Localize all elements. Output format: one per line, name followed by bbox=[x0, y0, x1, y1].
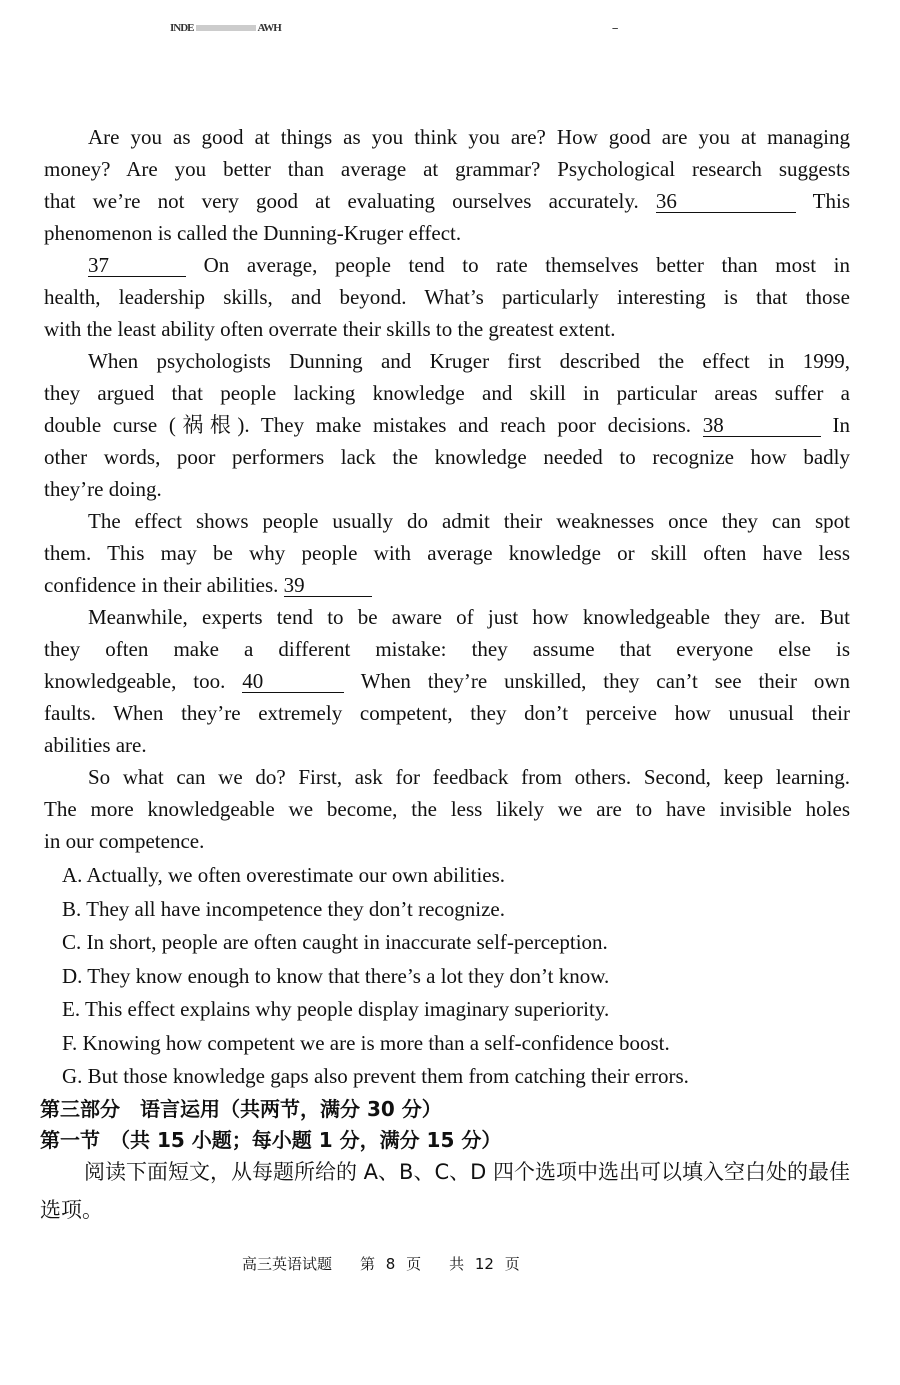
text-segment: The more knowledgeable we become, the less likely we are to have invisible holes bbox=[44, 797, 850, 821]
text-segment: On average, people tend to rate themselves better than most in bbox=[203, 253, 851, 277]
paragraph bbox=[44, 121, 850, 249]
text-line bbox=[44, 185, 850, 217]
subsection-heading: 第一节 （共 15 小题；每小题 1 分，满分 15 分） bbox=[40, 1128, 502, 1152]
instructions: 阅读下面短文，从每题所给的 A、B、C、D 四个选项中选出可以填入空白处的最佳选项。 bbox=[40, 1160, 850, 1222]
text-segment: Meanwhile, experts tend to be aware of just how knowledgeable they are. But bbox=[88, 605, 850, 629]
option-G: G. But those knowledge gaps also prevent them from catching their errors. bbox=[62, 1064, 689, 1088]
scan-header-right: -- bbox=[612, 22, 618, 34]
answer-blank-37: 37 bbox=[88, 254, 186, 277]
text-line bbox=[44, 121, 850, 153]
text-segment: So what can we do? First, ask for feedback from others. Second, keep learning. bbox=[88, 765, 850, 789]
page-total: 共 12 页 bbox=[449, 1255, 520, 1273]
paragraph bbox=[44, 601, 850, 761]
text-segment: they often make a different mistake: they assume that everyone else is bbox=[44, 637, 850, 661]
text-segment: them. This may be why people with average knowledge or skill often have less bbox=[44, 541, 850, 565]
text-line bbox=[44, 409, 850, 441]
text-line bbox=[44, 281, 850, 313]
page-number: 第 8 页 bbox=[360, 1255, 422, 1273]
text-segment: other words, poor performers lack the knowledge needed to recognize how badly bbox=[44, 445, 850, 469]
text-line bbox=[44, 537, 850, 569]
text-line bbox=[44, 633, 850, 665]
answer-blank-36: 36 bbox=[656, 190, 796, 213]
text-segment: health, leadership skills, and beyond. What’s particularly interesting is that those bbox=[44, 285, 850, 309]
paragraph bbox=[44, 505, 850, 601]
text-line bbox=[44, 697, 850, 729]
text-line bbox=[44, 473, 850, 505]
answer-blank-40: 40 bbox=[242, 670, 344, 693]
answer-blank-39: 39 bbox=[284, 574, 372, 597]
text-line bbox=[44, 825, 850, 857]
text-segment: Are you as good at things as you think you are? How good are you at managing bbox=[88, 125, 850, 149]
text-segment: This bbox=[812, 189, 851, 213]
text-segment: in our competence. bbox=[44, 829, 205, 853]
text-segment: they’re doing. bbox=[44, 477, 162, 501]
text-line bbox=[44, 377, 850, 409]
text-line bbox=[44, 761, 850, 793]
answer-options bbox=[62, 859, 689, 1094]
redaction-mark bbox=[196, 25, 256, 31]
text-segment: The effect shows people usually do admit their weaknesses once they can spot bbox=[88, 509, 850, 533]
text-line bbox=[44, 217, 850, 249]
paragraph bbox=[44, 345, 850, 505]
option-E: E. This effect explains why people display imaginary superiority. bbox=[62, 997, 610, 1021]
text-line bbox=[44, 505, 850, 537]
text-segment: faults. When they’re extremely competent, they don’t perceive how unusual their bbox=[44, 701, 850, 725]
footer-title: 高三英语试题 bbox=[242, 1255, 333, 1273]
text-line bbox=[44, 729, 850, 761]
text-segment: When they’re unskilled, they can’t see their own bbox=[360, 669, 851, 693]
text-line bbox=[44, 345, 850, 377]
section-heading: 第三部分 语言运用（共两节，满分 30 分） bbox=[40, 1097, 442, 1121]
header-text: INDE bbox=[170, 22, 194, 34]
text-segment: confidence in their abilities. bbox=[44, 573, 279, 597]
text-segment: In bbox=[832, 413, 851, 437]
text-line bbox=[44, 249, 850, 281]
option-C: C. In short, people are often caught in inaccurate self-perception. bbox=[62, 930, 608, 954]
text-line bbox=[44, 153, 850, 185]
option-F: F. Knowing how competent we are is more than a self-confidence boost. bbox=[62, 1030, 670, 1055]
option-A: A. Actually, we often overestimate our own abilities. bbox=[62, 863, 506, 887]
text-line bbox=[44, 665, 850, 697]
text-segment: with the least ability often overrate their skills to the greatest extent. bbox=[44, 317, 616, 341]
answer-blank-38: 38 bbox=[703, 414, 821, 437]
option-D: D. They know enough to know that there’s a lot they don’t know. bbox=[62, 963, 610, 988]
scan-header-left bbox=[170, 22, 281, 34]
text-segment: knowledgeable, too. bbox=[44, 669, 226, 693]
text-segment: money? Are you better than average at grammar? Psychological research suggests bbox=[44, 157, 850, 181]
text-segment: double curse (祸根). They make mistakes and reach poor decisions. bbox=[44, 413, 692, 437]
header-text: AWH bbox=[257, 22, 281, 34]
page-footer bbox=[242, 1253, 548, 1274]
text-segment: they argued that people lacking knowledge and skill in particular areas suffer a bbox=[44, 381, 850, 405]
text-line bbox=[44, 601, 850, 633]
text-segment: phenomenon is called the Dunning-Kruger effect. bbox=[44, 221, 462, 245]
text-line bbox=[44, 313, 850, 345]
text-segment: that we’re not very good at evaluating ourselves accurately. bbox=[44, 189, 639, 213]
text-line bbox=[44, 441, 850, 473]
text-line bbox=[44, 793, 850, 825]
text-line bbox=[44, 569, 850, 601]
paragraph bbox=[44, 761, 850, 857]
option-B: B. They all have incompetence they don’t recognize. bbox=[62, 896, 505, 921]
text-segment: When psychologists Dunning and Kruger first described the effect in 1999, bbox=[88, 349, 850, 373]
reading-passage bbox=[44, 121, 850, 857]
text-segment: abilities are. bbox=[44, 733, 147, 757]
paragraph bbox=[44, 249, 850, 345]
